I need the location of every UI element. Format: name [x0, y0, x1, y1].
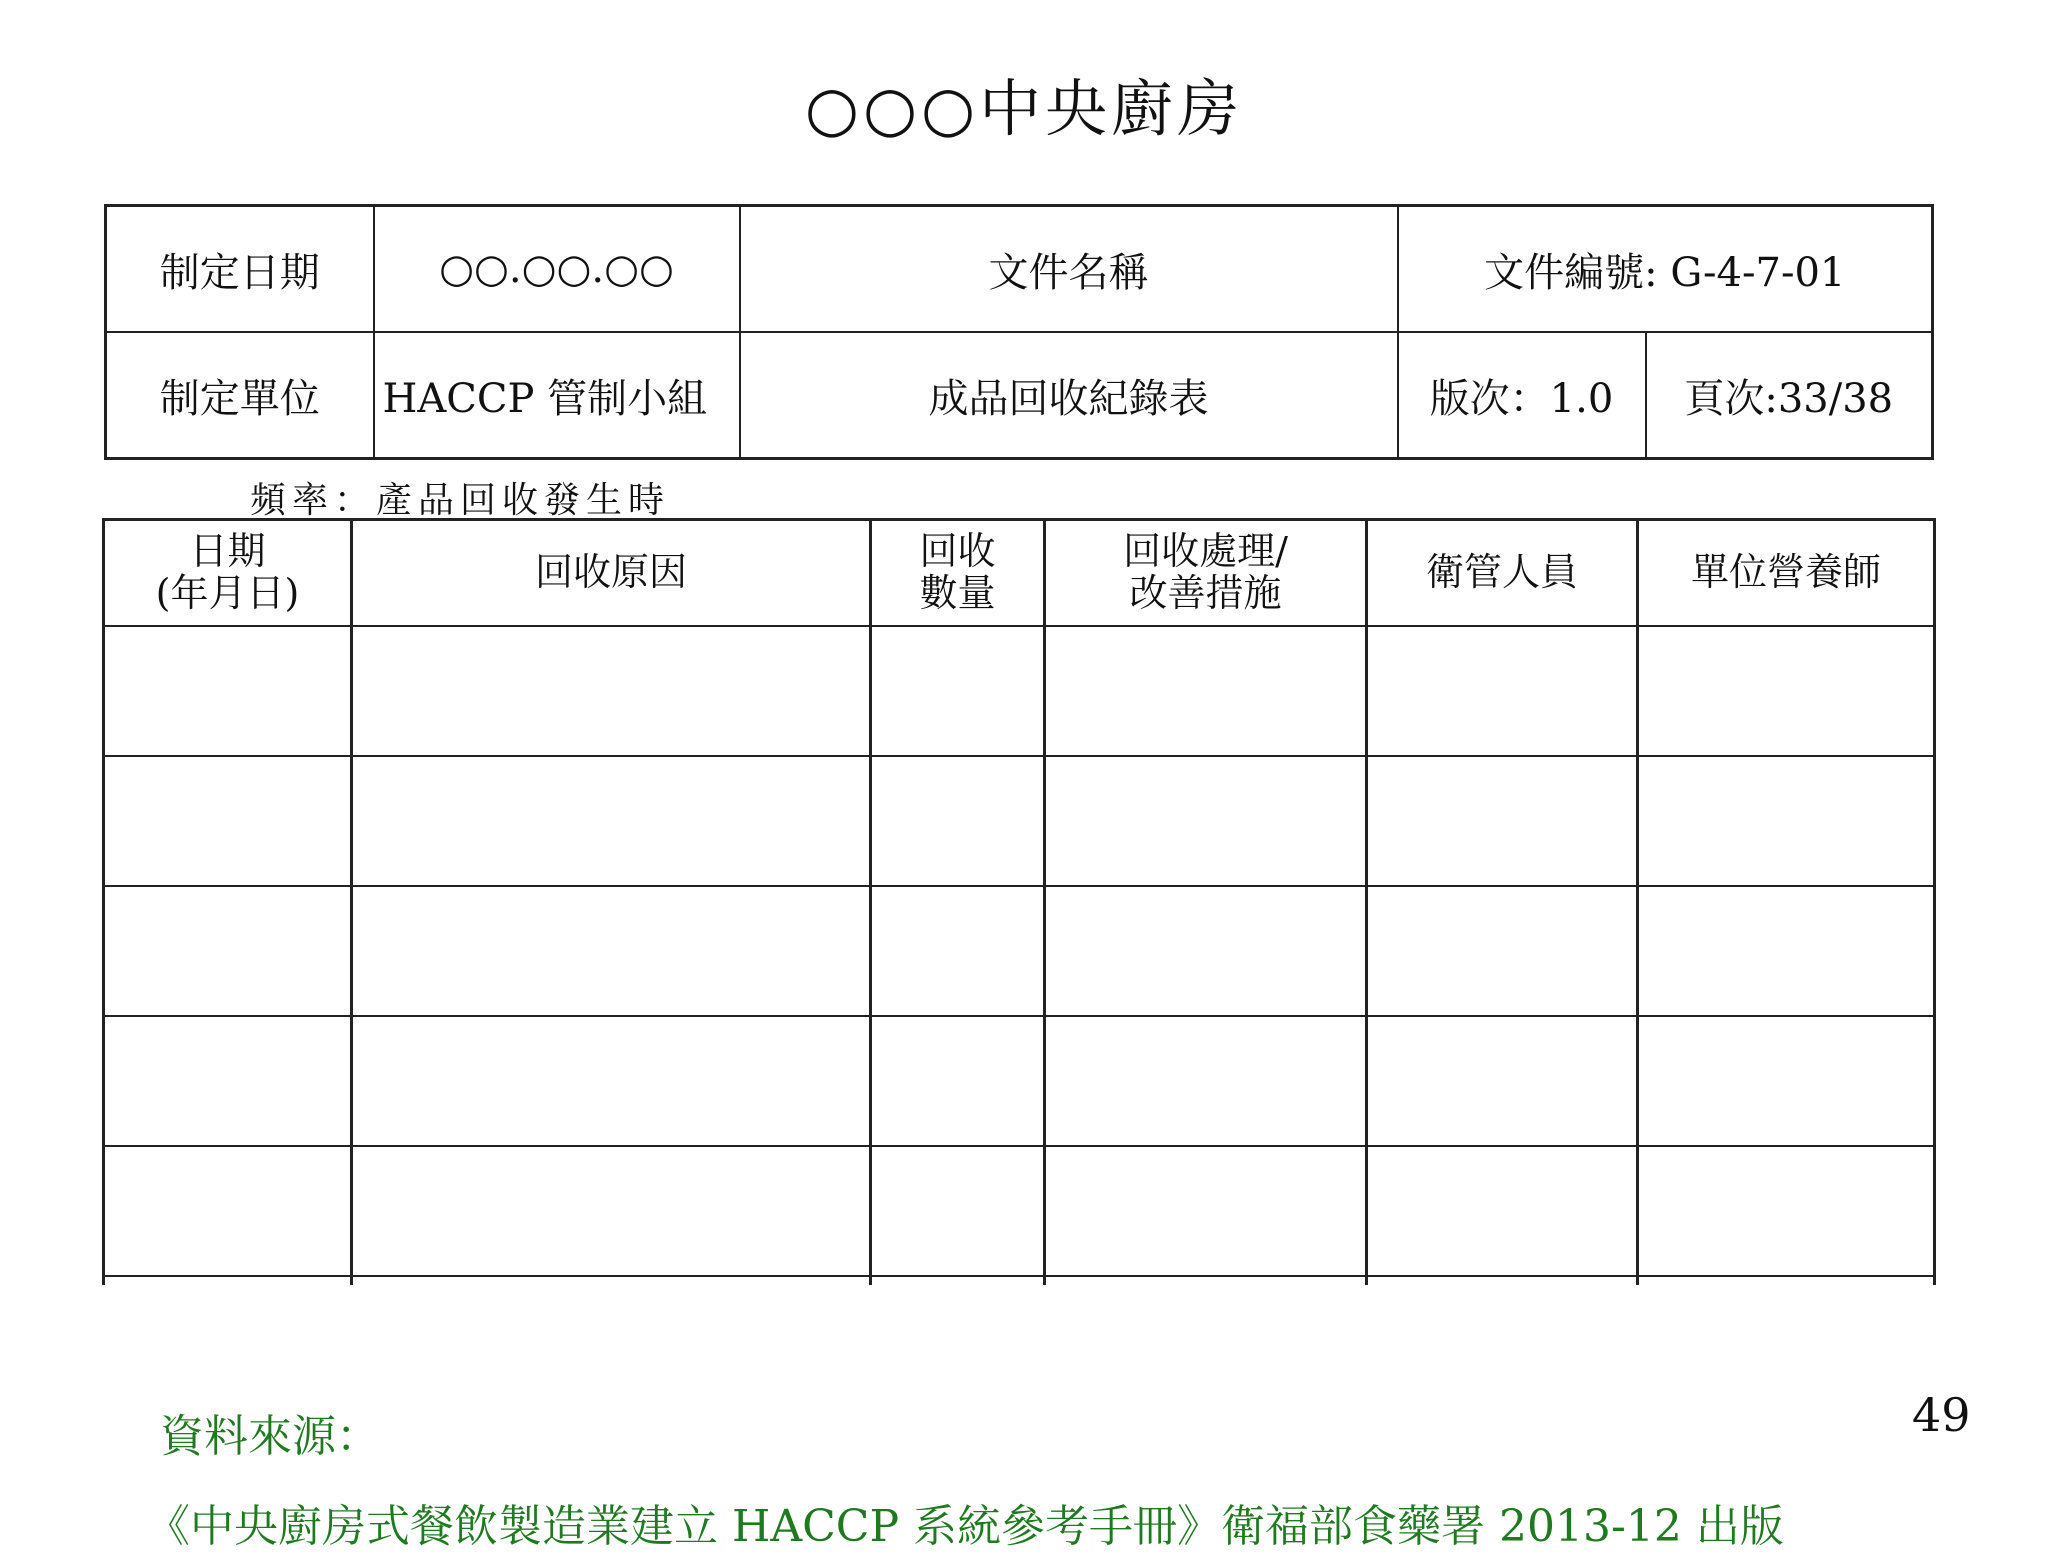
- table-cell: [871, 886, 1045, 1016]
- column-header-line1: 回收原因: [534, 550, 687, 595]
- table-cell: [871, 756, 1045, 886]
- table-cell: [104, 886, 352, 1016]
- table-cell: [1638, 1146, 1935, 1276]
- header-table: [104, 204, 1934, 460]
- table-cell: [1045, 886, 1367, 1016]
- version: 版次：1.0: [1398, 332, 1646, 459]
- table-cell: [1045, 1276, 1367, 1285]
- table-cell: [352, 1016, 871, 1146]
- column-header-dietitian: [1638, 520, 1935, 627]
- record-table: [102, 518, 1936, 1285]
- table-row: [104, 756, 1935, 886]
- column-header-hygiene-staff: [1367, 520, 1638, 627]
- source-citation: 《中央廚房式餐飲製造業建立 HACCP 系統參考手冊》衛福部食藥署 2013-12 出版: [146, 1501, 1784, 1552]
- table-row: [104, 1016, 1935, 1146]
- table-cell: [871, 626, 1045, 756]
- column-header-line2: 數量: [919, 571, 996, 615]
- table-cell: [1638, 886, 1935, 1016]
- table-cell: [1045, 1146, 1367, 1276]
- column-header-line1: 單位營養師: [1690, 550, 1881, 595]
- column-header-line2: (年月日): [155, 571, 300, 615]
- table-cell: [352, 1276, 871, 1285]
- column-header-line1: 衛管人員: [1425, 550, 1578, 595]
- table-cell: [1367, 1016, 1638, 1146]
- table-cell: [1045, 756, 1367, 886]
- column-header-line1: 回收處理/: [1123, 529, 1288, 574]
- table-cell: [1045, 626, 1367, 756]
- table-cell: [1638, 626, 1935, 756]
- doc-name: 成品回收紀錄表: [740, 332, 1398, 459]
- header-row-1: [106, 206, 1933, 333]
- column-header-line1: 日期: [189, 529, 266, 574]
- table-cell: [871, 1146, 1045, 1276]
- document-title: ○○○中央廚房: [804, 72, 1244, 145]
- source-label: 資料來源：: [160, 1411, 380, 1462]
- page-number: 49: [1912, 1388, 1971, 1442]
- table-cell: [1367, 1146, 1638, 1276]
- table-cell: [1638, 756, 1935, 886]
- unit-value: HACCP 管制小組: [374, 332, 740, 459]
- table-cell: [1367, 626, 1638, 756]
- table-cell: [104, 1016, 352, 1146]
- table-cell: [104, 1146, 352, 1276]
- table-cell: [1367, 886, 1638, 1016]
- table-cell: [1367, 1276, 1638, 1285]
- column-header-line2: 改善措施: [1129, 571, 1282, 615]
- table-cell: [871, 1016, 1045, 1146]
- date-label: 制定日期: [106, 206, 374, 333]
- column-header-handling: [1045, 520, 1367, 627]
- column-header-line1: 回收: [919, 529, 996, 574]
- header-row-2: [106, 332, 1933, 459]
- table-cell: [1367, 756, 1638, 886]
- table-row-cutoff: [104, 1276, 1935, 1285]
- table-row: [104, 626, 1935, 756]
- frequency-note: 頻率：產品回收發生時: [250, 480, 671, 521]
- table-cell: [104, 1276, 352, 1285]
- table-row: [104, 886, 1935, 1016]
- table-cell: [104, 756, 352, 886]
- doc-name-label: 文件名稱: [740, 206, 1398, 333]
- table-cell: [1045, 1016, 1367, 1146]
- table-cell: [1638, 1276, 1935, 1285]
- table-cell: [352, 886, 871, 1016]
- table-cell: [1638, 1016, 1935, 1146]
- table-cell: [871, 1276, 1045, 1285]
- record-header-row: [104, 520, 1935, 627]
- table-cell: [352, 626, 871, 756]
- column-header-reason: [352, 520, 871, 627]
- table-cell: [104, 626, 352, 756]
- column-header-date: [104, 520, 352, 627]
- page-info: 頁次:33/38: [1646, 332, 1933, 459]
- date-value: ○○.○○.○○: [374, 206, 740, 333]
- doc-number: 文件編號: G-4-7-01: [1398, 206, 1933, 333]
- table-cell: [352, 756, 871, 886]
- table-cell: [352, 1146, 871, 1276]
- column-header-quantity: [871, 520, 1045, 627]
- unit-label: 制定單位: [106, 332, 374, 459]
- table-row: [104, 1146, 1935, 1276]
